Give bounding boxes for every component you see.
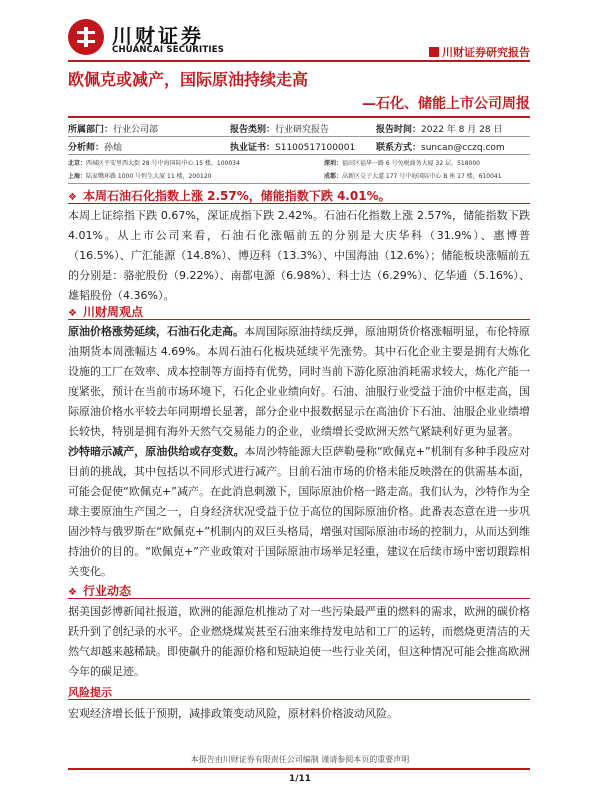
section-weekly-view (68, 303, 143, 320)
section-2-text-1: 本周国际原油持续反弹，原油期货价格涨幅明显，布伦特原油期货本周涨幅达 4.69%。本周石油石化板块延续平先涨势。其中石化企业主要是拥有大炼化设施的工厂在效率、成本控制等方面持有优势，同时当前下游化原油消耗需求较大，炼化产能一度紧张，预计在当前市场环境下，石化企业业绩向好。石油、油服行业受益于油价中枢走高，国际原油价格水平较去年同期增长显著，部分企业中报数据显示在高油价下石油、油服企业业绩增长较快，特别是拥有海外天然气交易能力的企业，业绩增长受欧洲天然气紧缺利好更为显著。 (68, 325, 530, 438)
contact-label: 联系方式： (376, 143, 422, 153)
section-3-heading: 行业动态 (82, 584, 131, 598)
report-title: 欧佩克或减产，国际原油持续走高 (68, 70, 309, 89)
report-subtitle: —石化、储能上市公司周报 (362, 96, 530, 112)
shenzhen-label: 深圳： (324, 160, 343, 167)
risk-divider (68, 699, 530, 700)
type-label: 报告类别： (230, 125, 276, 135)
section-2-text-2: 本周沙特能源大臣萨勒曼称“欧佩克+”机制有多种手段应对目前的挑战，其中包括以不同形式进行减产。目前石油市场的价格未能反映潜在的供需基本面，可能会促使“欧佩克+”减产。在此消息刺激下，国际原油价格一路走高。我们认为，沙特作为全球主要原油生产国之一，自身经济状况受益于位于高位的国际原油价格。此番表态意在进一步巩固沙特与俄罗斯在“欧佩克+”机制内的双巨头格局，增强对国际原油市场的控制力，从而达到维持油价的目的。“欧佩克+”产业政策对于国际原油市场举足轻重，建议在后续市场中密切跟踪相关变化。 (68, 445, 530, 578)
section-1-heading: 本周石油石化指数上涨 2.57%，储能指数下跌 4.01%。 (82, 189, 391, 203)
shenzhen-address: 福田区福华一路 6 号免税商务大厦 32 层，518000 (342, 160, 481, 167)
section-2-divider (68, 319, 530, 320)
chengdu-address: 高新区交子大道 177 号中海国际中心 B 座 17 楼，610041 (342, 173, 502, 180)
title-divider (68, 116, 530, 118)
analyst-value: 孙灿 (104, 143, 123, 153)
beijing-label: 北京： (68, 160, 87, 167)
cert-label: 执业证书： (230, 143, 276, 153)
diamond-bullet-icon: ❖ (68, 587, 77, 598)
report-tag-label: 川财证券研究报告 (442, 46, 530, 59)
cert-value: S1100517100001 (275, 143, 356, 153)
section-3-paragraph: 据美国彭博新闻社报道，欧洲的能源危机推动了对一些污染最严重的燃料的需求，欧洲的碳价格跃升到了创纪录的水平。企业燃烧煤炭甚至石油来维持发电站和工厂的运转，而燃烧更清洁的天然气却越来越稀缺。即使飙升的能源价格和短缺迫使一些行业关闭，但这种情况可能会推高欧洲今年的碳足迹。 (68, 605, 530, 678)
dept-value: 行业公司部 (113, 125, 159, 135)
info-divider-1 (68, 136, 530, 137)
section-1-divider (68, 203, 530, 204)
shanghai-label: 上海： (68, 173, 87, 180)
diamond-bullet-icon: ❖ (68, 192, 77, 203)
brand-logo-icon (68, 19, 104, 55)
report-tag-icon (429, 47, 439, 57)
section-2-lead-1: 原油价格涨势延续，石油石化走高。 (68, 325, 244, 338)
footer-disclaimer: 本报告由川财证券有限责任公司编制 谨请参阅本页的重要声明 (190, 755, 410, 764)
info-divider-2 (68, 154, 530, 155)
contact-value[interactable]: suncan@cczq.com (421, 143, 505, 153)
dept-label: 所属部门： (68, 125, 114, 135)
section-2-paragraph-1 (68, 322, 530, 442)
section-2-lead-2: 沙特暗示减产，原油供给或存变数。 (68, 445, 245, 458)
section-industry-news (68, 582, 131, 599)
beijing-address: 西城区平安里西大街 28 号中海国际中心 15 楼，100034 (86, 160, 240, 167)
section-1-paragraph: 本周上证综指下跌 0.67%，深证成指下跌 2.42%。石油石化指数上涨 2.57%，储能指数下跌 4.01%。从上市公司来看，石油石化涨幅前五的分别是大庆华科（31.9%）、惠博普（16.5%）、广汇能源（14.8%）、博迈科（13.3%）、中国海油（12.6%）；储能板块涨幅前五的分别是：骆驼股份（9.22%）、南都电源（6.98%）、科士达（6.29%）、亿华通（5.16%）、雄韬股份（4.36%）。 (68, 209, 530, 302)
header-divider (68, 60, 530, 62)
analyst-label: 分析师： (68, 143, 105, 153)
section-3-divider (68, 598, 530, 599)
report-type-tag (429, 44, 530, 60)
type-value: 行业研究报告 (275, 125, 330, 135)
shanghai-address: 陆家嘴环路 1000 号恒生大厦 11 楼，200120 (86, 173, 212, 180)
brand-name-cn: 川财证券 (112, 24, 204, 48)
address-divider (68, 183, 530, 184)
time-label: 报告时间： (376, 125, 422, 135)
section-index-performance (68, 187, 391, 204)
section-2-paragraph-2 (68, 442, 530, 582)
time-value: 2022 年 8 月 28 日 (421, 125, 503, 135)
risk-paragraph: 宏观经济增长低于预期，减排政策变动风险，原材料价格波动风险。 (68, 707, 398, 720)
section-2-heading: 川财周观点 (82, 305, 143, 319)
diamond-bullet-icon: ❖ (68, 308, 77, 319)
footer-divider (68, 768, 530, 770)
chengdu-label: 成都： (324, 173, 343, 180)
page-number: 1/11 (288, 774, 312, 784)
risk-heading: 风险提示 (68, 686, 112, 699)
brand-name-en: CHUANCAI SECURITIES (112, 45, 225, 55)
